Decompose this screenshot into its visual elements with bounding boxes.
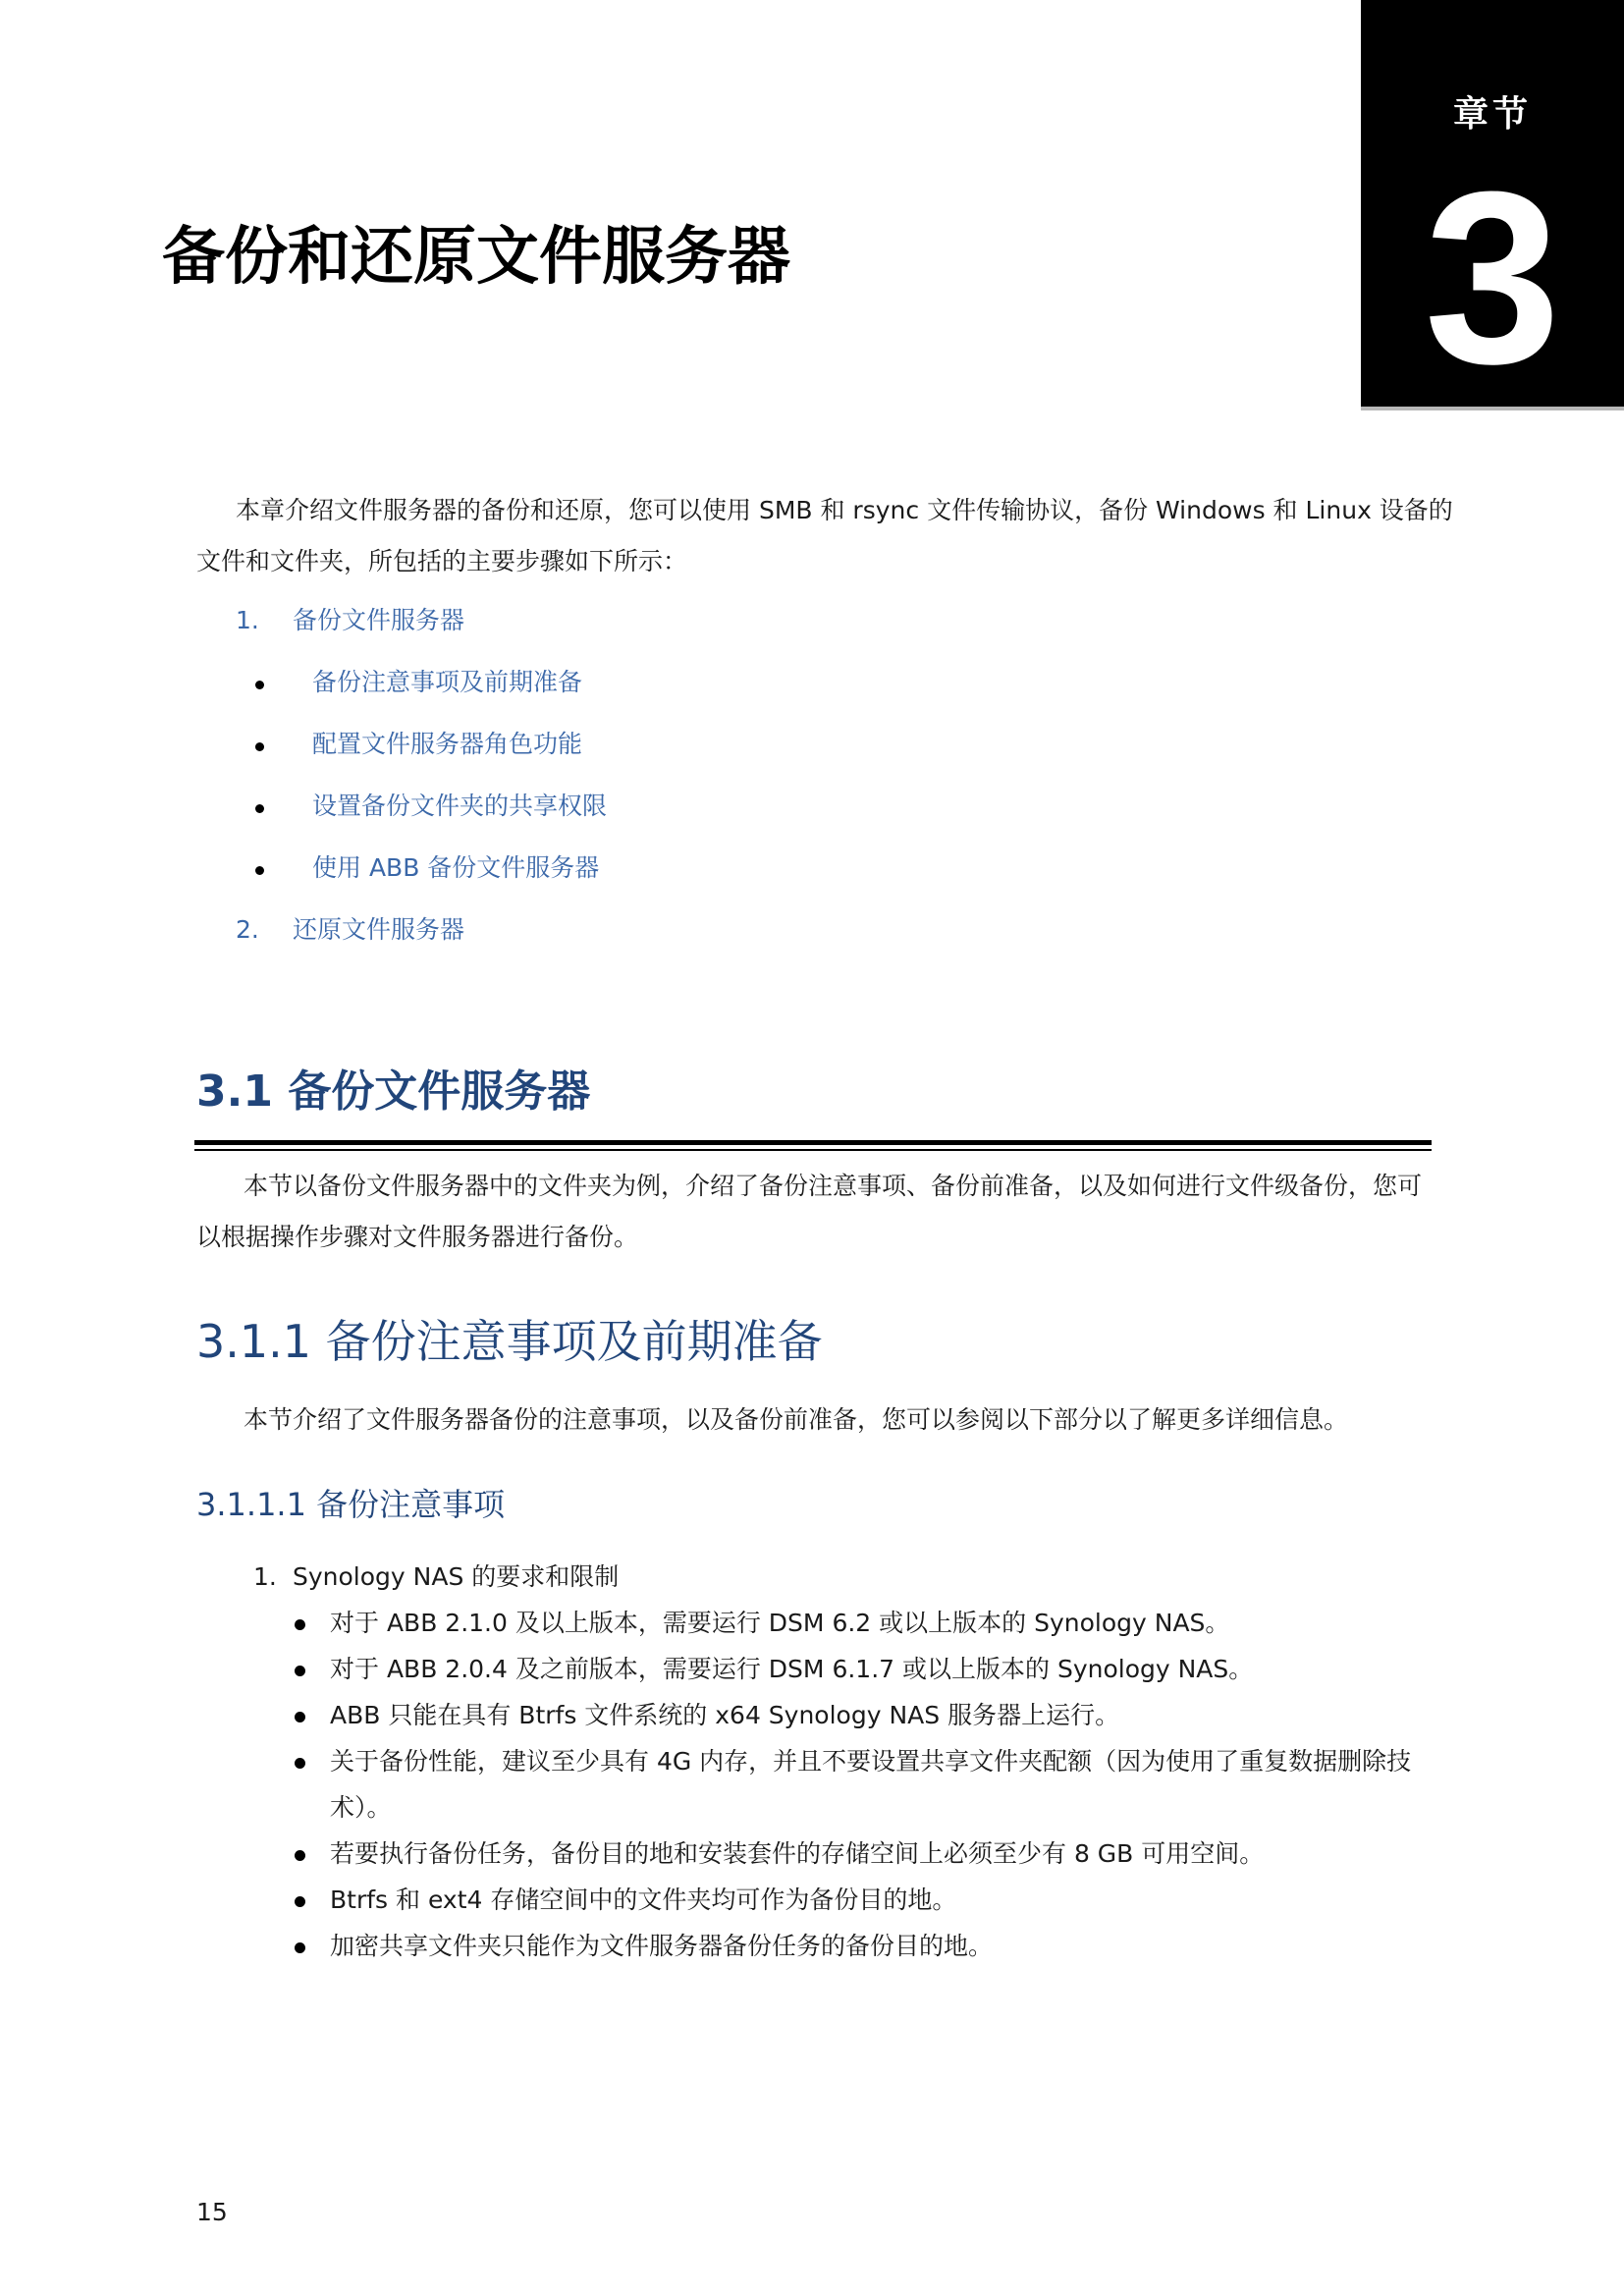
bullet-icon [255,681,264,689]
list-item: 若要执行备份任务，备份目的地和安装套件的存储空间上必须至少有 8 GB 可用空间。 [330,1839,1265,1868]
bullet-icon [255,866,264,875]
toc-item-2-number: 2. [236,915,259,944]
chapter-number: 3 [1424,140,1561,414]
intro-line-2: 文件和文件夹，所包括的主要步骤如下所示： [196,547,688,575]
bullet-icon [295,1758,305,1769]
list-item: 对于 ABB 2.1.0 及以上版本，需要运行 DSM 6.2 或以上版本的 Synology NAS。 [330,1609,1230,1637]
section-3-1-1-1-heading: 3.1.1.1 备份注意事项 [196,1486,506,1523]
bullet-icon [295,1712,305,1722]
bullet-icon [295,1896,305,1907]
section-3-1-line-1: 本节以备份文件服务器中的文件夹为例，介绍了备份注意事项、备份前准备，以及如何进行文件级备份，您可 [244,1172,1423,1200]
chapter-label: 章节 [1452,94,1532,135]
chapter-title: 备份和还原文件服务器 [162,221,790,294]
bullet-icon [295,1942,305,1953]
section-3-1-heading: 3.1 备份文件服务器 [196,1066,591,1117]
toc-item-1-number: 1. [236,606,259,634]
section-3-1-1-heading: 3.1.1 备份注意事项及前期准备 [196,1315,823,1368]
heading-rule-thin [194,1149,1432,1151]
list-item-number: 1. [253,1562,277,1591]
toc-link-sub-3[interactable]: 设置备份文件夹的共享权限 [312,792,608,820]
toc-link-sub-2[interactable]: 配置文件服务器角色功能 [312,730,583,758]
bullet-icon [295,1666,305,1676]
bullet-icon [255,742,264,751]
toc-link-sub-1[interactable]: 备份注意事项及前期准备 [312,668,583,696]
list-item: 关于备份性能，建议至少具有 4G 内存，并且不要设置共享文件夹配额（因为使用了重复数据删除技 [330,1747,1412,1776]
list-item-label: Synology NAS 的要求和限制 [293,1562,620,1591]
heading-rule-thick [194,1140,1432,1145]
chapter-tab [1361,0,1624,414]
section-3-1-1-line-1: 本节介绍了文件服务器备份的注意事项，以及备份前准备，您可以参阅以下部分以了解更多详细信息。 [244,1405,1349,1434]
list-item: Btrfs 和 ext4 存储空间中的文件夹均可作为备份目的地。 [330,1886,957,1914]
bullet-icon [295,1850,305,1861]
list-item-continuation: 术）。 [330,1793,392,1822]
list-item: 对于 ABB 2.0.4 及之前版本，需要运行 DSM 6.1.7 或以上版本的 Synology NAS。 [330,1655,1254,1683]
list-item: 加密共享文件夹只能作为文件服务器备份任务的备份目的地。 [330,1932,994,1960]
section-3-1-line-2: 以根据操作步骤对文件服务器进行备份。 [196,1223,639,1251]
bullet-icon [255,804,264,813]
intro-line-1: 本章介绍文件服务器的备份和还原，您可以使用 SMB 和 rsync 文件传输协议，备份 Windows 和 Linux 设备的 [236,496,1453,524]
bullet-icon [295,1619,305,1630]
toc-link-restore-file-server[interactable]: 还原文件服务器 [293,915,465,944]
toc-link-backup-file-server[interactable]: 备份文件服务器 [293,606,465,634]
toc-link-sub-4[interactable]: 使用 ABB 备份文件服务器 [312,853,600,882]
list-item: ABB 只能在具有 Btrfs 文件系统的 x64 Synology NAS 服务器上运行。 [330,1701,1120,1729]
page-number: 15 [196,2198,228,2226]
